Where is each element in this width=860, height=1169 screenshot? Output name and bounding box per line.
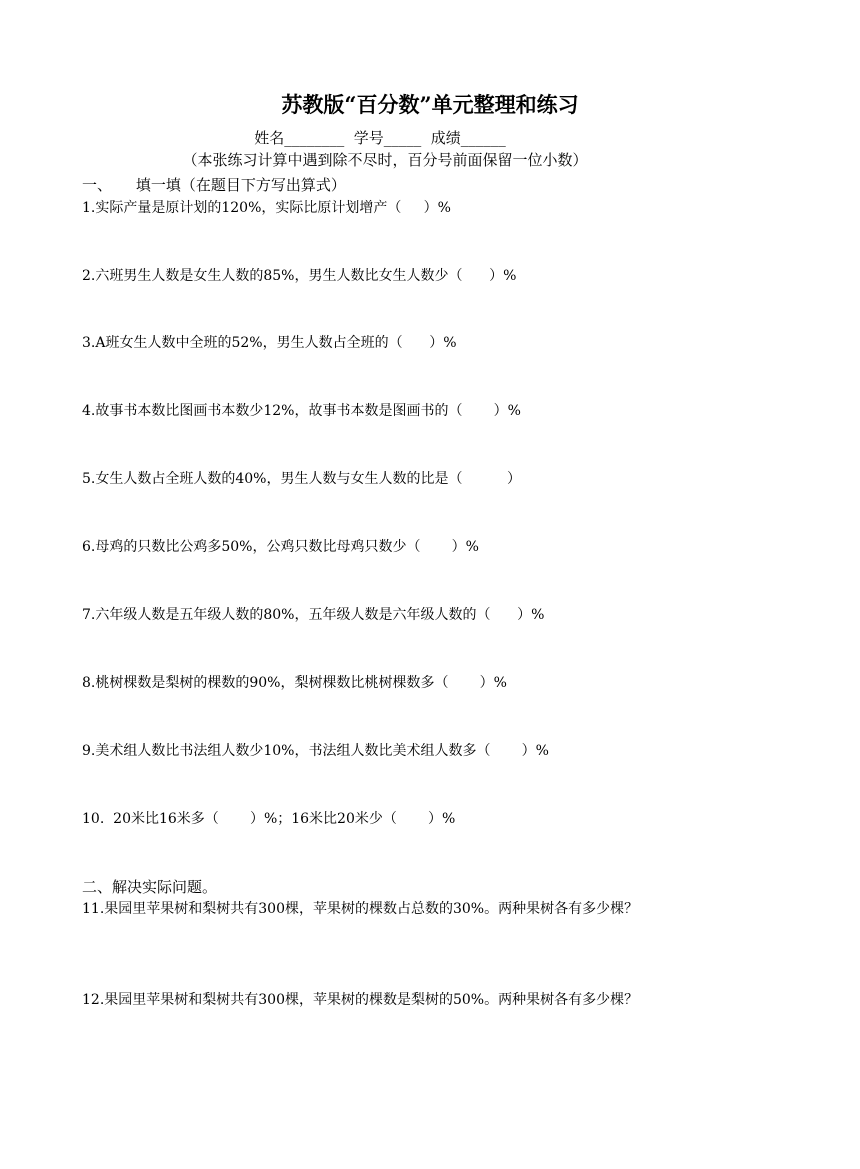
worksheet-title: 苏教版“百分数”单元整理和练习 bbox=[281, 92, 579, 117]
question-11: 11.果园里苹果树和梨树共有300棵，苹果树的棵数占总数的30%。两种果树各有多少棵？ bbox=[82, 901, 639, 917]
question-12: 12.果园里苹果树和梨树共有300棵，苹果树的棵数是梨树的50%。两种果树各有多少棵？ bbox=[82, 992, 639, 1008]
question-10: 10. 20米比16米多（ ）%；16米比20米少（ ）% bbox=[82, 811, 456, 827]
rounding-note: （本张练习计算中遇到除不尽时，百分号前面保留一位小数） bbox=[182, 151, 588, 169]
question-4: 4.故事书本数比图画书本数少12%，故事书本数是图画书的（ ）% bbox=[82, 403, 521, 419]
question-5: 5.女生人数占全班人数的40%，男生人数与女生人数的比是（ ） bbox=[82, 471, 521, 487]
question-7: 7.六年级人数是五年级人数的80%，五年级人数是六年级人数的（ ）% bbox=[82, 607, 545, 623]
section-two-heading: 二、解决实际问题。 bbox=[82, 878, 218, 896]
question-3: 3.A班女生人数中全班的52%，男生人数占全班的（ ）% bbox=[82, 335, 457, 351]
question-9: 9.美术组人数比书法组人数少10%，书法组人数比美术组人数多（ ）% bbox=[82, 743, 549, 759]
question-2: 2.六班男生人数是女生人数的85%，男生人数比女生人数少（ ）% bbox=[82, 268, 517, 284]
question-1: 1.实际产量是原计划的120%，实际比原计划增产（ ）% bbox=[82, 200, 451, 216]
student-info-fields: 姓名________ 学号_____ 成绩______ bbox=[254, 129, 506, 147]
question-8: 8.桃树棵数是梨树的棵数的90%，梨树棵数比桃树棵数多（ ）% bbox=[82, 675, 507, 691]
question-6: 6.母鸡的只数比公鸡多50%，公鸡只数比母鸡只数少（ ）% bbox=[82, 539, 479, 555]
section-one-heading: 一、 填一填（在题目下方写出算式） bbox=[82, 176, 346, 194]
student-info-line bbox=[0, 128, 760, 148]
